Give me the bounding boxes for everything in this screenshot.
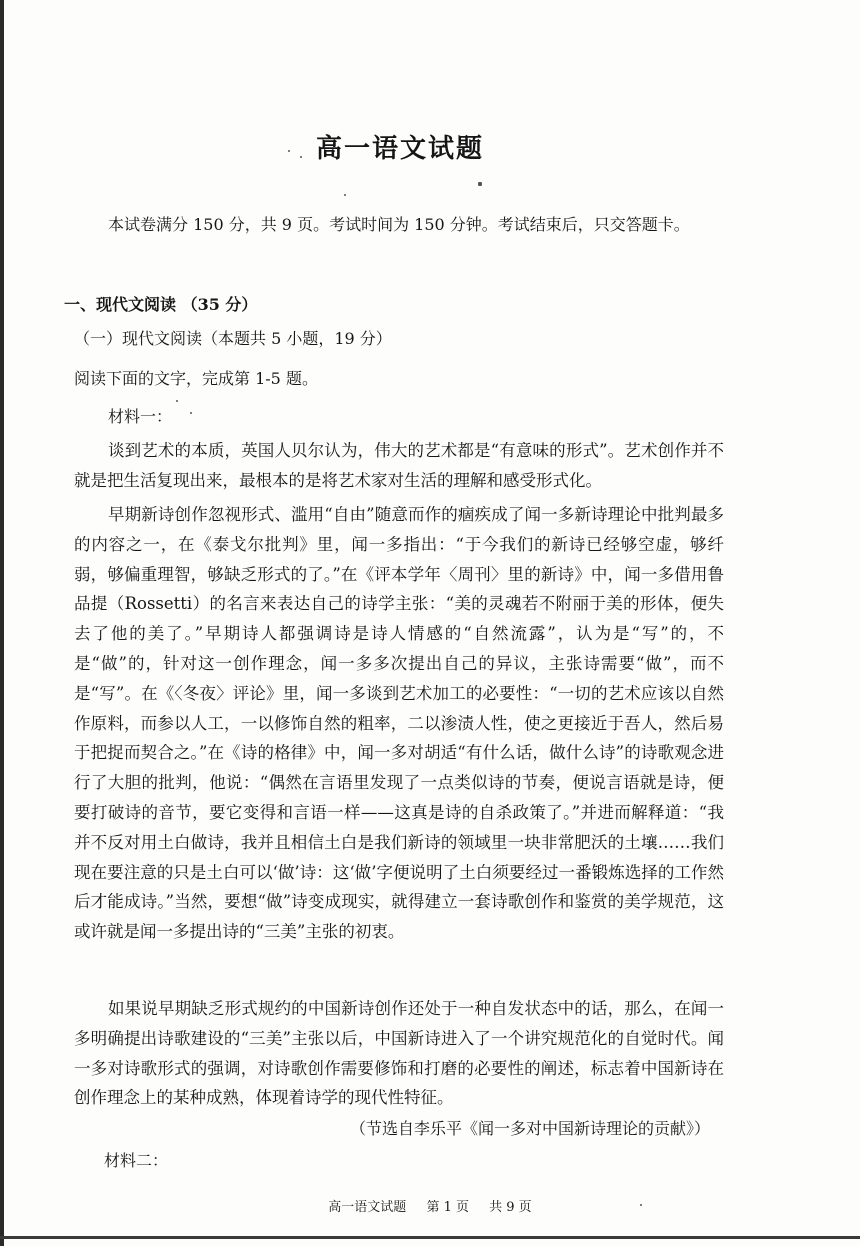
paragraph: 谈到艺术的本质，英国人贝尔认为，伟大的艺术都是“有意味的形式”。艺术创作并不就是把生活复现出来，最根本的是将艺术家对生活的理解和感受形式化。 xyxy=(74,441,724,490)
scan-speck xyxy=(190,412,192,414)
section-heading: 一、现代文阅读 （35 分） xyxy=(64,295,258,314)
subsection-heading: （一）现代文阅读（本题共 5 小题，19 分） xyxy=(74,329,392,348)
footer-subject: 高一语文试题 xyxy=(328,1200,407,1215)
paragraph: 早期新诗创作忽视形式、滥用“自由”随意而作的痼疾成了闻一多新诗理论中批判最多的内容之一，在《泰戈尔批判》里，闻一多指出：“于今我们的新诗已经够空虚，够纤弱，够偏重理智，够缺乏形式的了。”在《评本学年〈周刊〉里的新诗》中，闻一多借用鲁品提（Rossetti）的名言来表达自己的诗学主张：“美的灵魂若不附丽于美的形体，便失去了他的美了。”早期诗人都强调诗是诗人情感的“自然流露”，认为是“写”的，不是“做”的，针对这一创作理念，闻一多多次提出自己的异议，主张诗需要“做”，而不是“写”。在《〈冬夜〉评论》里，闻一多谈到艺术加工的必要性：“一切的艺术应该以自然作原料，而参以人工，一以修饰自然的粗率，二以渗渍人性，使之更接近于吾人，然后易于把捉而契合之。”在《诗的格律》中，闻一多对胡适“有什么话，做什么诗”的诗歌观念进行了大胆的批判，他说：“偶然在言语里发现了一点类似诗的节奏，便说言语就是诗，便要打破诗的音节，要它变得和言语一样——这真是诗的自杀政策了。”并进而解释道：“我并不反对用土白做诗，我并且相信土白是我们新诗的领域里一块非常肥沃的土壤……我们现在要注意的只是土白可以‘做’诗：这‘做’字便说明了土白须要经过一番锻炼选择的工作然后才能成诗。”当然，要想“做”诗变成现实，就得建立一套诗歌创作和鉴赏的美学规范，这或许就是闻一多提出诗的“三美”主张的初衷。 xyxy=(74,505,724,942)
scan-speck xyxy=(344,194,346,196)
reading-instruction: 阅读下面的文字，完成第 1-5 题。 xyxy=(74,369,318,388)
footer-page-number: 第 1 页 xyxy=(426,1200,469,1215)
page-footer xyxy=(0,1196,860,1215)
exam-instructions: 本试卷满分 150 分，共 9 页。考试时间为 150 分钟。考试结束后，只交答题卡。 xyxy=(108,215,690,234)
exam-title: 高一语文试题 xyxy=(315,134,484,164)
scan-border-bottom xyxy=(0,1236,860,1239)
material-one-label: 材料一： xyxy=(108,407,173,426)
scan-border-left xyxy=(0,0,4,1246)
material-two-label: 材料二： xyxy=(104,1151,169,1170)
scan-speck xyxy=(478,182,482,186)
paragraph: 如果说早期缺乏形式规约的中国新诗创作还处于一种自发状态中的话，那么，在闻一多明确提出诗歌建设的“三美”主张以后，中国新诗进入了一个讲究规范化的自觉时代。闻一多对诗歌形式的强调，对诗歌创作需要修饰和打磨的必要性的阐述，标志着中国新诗在创作理念上的某种成熟，体现着诗学的现代性特征。 xyxy=(74,999,724,1108)
footer-page-total: 共 9 页 xyxy=(489,1200,532,1215)
scan-speck xyxy=(176,400,178,402)
source-citation: （节选自李乐平《闻一多对中国新诗理论的贡献》） xyxy=(349,1119,710,1138)
